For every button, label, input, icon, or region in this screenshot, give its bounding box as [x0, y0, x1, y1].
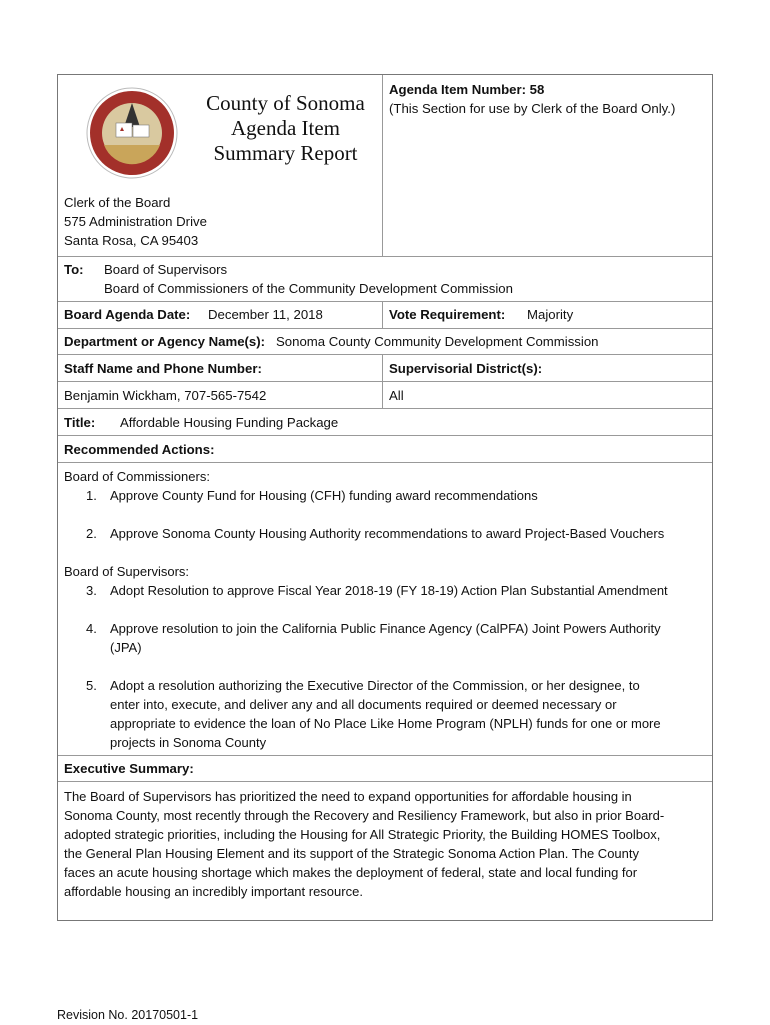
executive-body [58, 781, 712, 922]
summary-line: affordable housing an incredibly important resource. [64, 884, 363, 899]
item-text: enter into, execute, and deliver any and all documents required or deemed necessary or [110, 697, 617, 712]
department-row [58, 328, 712, 355]
agenda-date-label: Board Agenda Date: [64, 307, 191, 322]
vote-value: Majority [527, 307, 574, 322]
summary-line: Sonoma County, most recently through the Recovery and Resiliency Framework, but also in prior Board- [64, 808, 665, 823]
item-text: Approve County Fund for Housing (CFH) funding award recommendations [110, 488, 538, 503]
staff-value: Benjamin Wickham, 707-565-7542 [64, 388, 267, 403]
to-row [58, 256, 712, 302]
revision-number: Revision No. 20170501-1 [57, 1008, 199, 1022]
group-heading: Board of Commissioners: [64, 469, 210, 484]
title-line: County of Sonoma [206, 91, 365, 115]
address-line: Santa Rosa, CA 95403 [64, 233, 199, 248]
item-number: 1. [86, 488, 97, 503]
staff-value-row [58, 381, 712, 409]
agenda-summary-table [57, 74, 713, 921]
to-label: To: [64, 262, 84, 277]
title-value: Affordable Housing Funding Package [120, 415, 339, 430]
district-value: All [389, 388, 404, 403]
agenda-date-value: December 11, 2018 [208, 307, 323, 322]
group-heading: Board of Supervisors: [64, 564, 190, 579]
address-line: Clerk of the Board [64, 195, 171, 210]
item-text: projects in Sonoma County [110, 735, 267, 750]
item-text: Approve resolution to join the California Public Finance Agency (CalPFA) Joint Powers Authority [110, 621, 661, 636]
title-line: Summary Report [213, 141, 358, 165]
executive-label: Executive Summary: [64, 761, 194, 776]
summary-line: the General Plan Housing Element and its support of the Strategic Sonoma Action Plan. The County [64, 846, 639, 861]
district-label: Supervisorial District(s): [389, 361, 543, 376]
staff-header-row [58, 354, 712, 382]
item-number: 3. [86, 583, 97, 598]
summary-line: The Board of Supervisors has prioritized the need to expand opportunities for affordable housing in [64, 789, 632, 804]
item-number: 4. [86, 621, 97, 636]
staff-label: Staff Name and Phone Number: [64, 361, 262, 376]
agenda-item-number: Agenda Item Number: 58 [389, 82, 545, 97]
vote-label: Vote Requirement: [389, 307, 506, 322]
summary-line: faces an acute housing shortage which makes the deployment of federal, state and local funding for [64, 865, 638, 880]
item-text: Adopt Resolution to approve Fiscal Year 2018-19 (FY 18-19) Action Plan Substantial Amendment [110, 583, 668, 598]
report-title [188, 91, 383, 166]
item-text: (JPA) [110, 640, 142, 655]
clerk-address [64, 193, 207, 250]
executive-header-row [58, 755, 712, 782]
recommended-header-row [58, 435, 712, 463]
recommended-body [58, 462, 712, 756]
item-number: 2. [86, 526, 97, 541]
department-value: Sonoma County Community Development Commission [276, 334, 599, 349]
recommended-label: Recommended Actions: [64, 442, 215, 457]
title-line: Agenda Item [230, 116, 341, 140]
item-number: 5. [86, 678, 97, 693]
county-seal-logo [86, 87, 178, 179]
item-text: appropriate to evidence the loan of No Place Like Home Program (NPLH) funds for one or more [110, 716, 661, 731]
summary-line: adopted strategic priorities, including the Housing for All Strategic Priority, the Building HOMES Toolbox, [64, 827, 661, 842]
address-line: 575 Administration Drive [64, 214, 207, 229]
item-text: Approve Sonoma County Housing Authority recommendations to award Project-Based Vouchers [110, 526, 665, 541]
to-line: Board of Commissioners of the Community Development Commission [104, 281, 513, 296]
item-text: Adopt a resolution authorizing the Executive Director of the Commission, or her designee, to [110, 678, 640, 693]
to-line: Board of Supervisors [104, 262, 228, 277]
department-label: Department or Agency Name(s): [64, 334, 266, 349]
clerk-note: (This Section for use by Clerk of the Board Only.) [389, 101, 676, 116]
date-row [58, 301, 712, 329]
title-row [58, 408, 712, 436]
title-label: Title: [64, 415, 96, 430]
